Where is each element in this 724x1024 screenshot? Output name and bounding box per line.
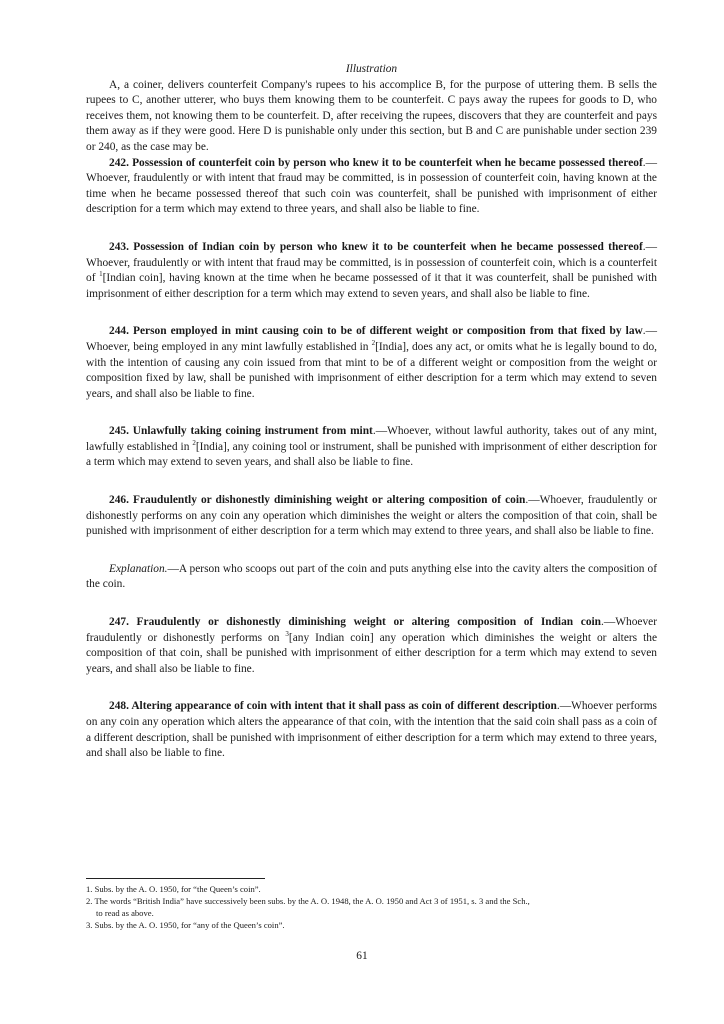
section-243-title: 243. Possession of Indian coin by person who knew it to be counterfeit when he became possessed thereof — [109, 240, 643, 253]
illustration-heading: Illustration — [345, 63, 398, 75]
explanation-text: —A person who scoops out part of the coin and puts anything else into the cavity alters the composition of the coin. — [86, 562, 657, 591]
section-244 — [86, 324, 657, 402]
section-247 — [86, 615, 657, 677]
footnote-ref: 2 — [192, 439, 196, 448]
footnote-divider — [86, 878, 265, 879]
section-243-body-b: [Indian coin], having known at the time when he became possessed of it that it was counterfeit, shall be punished with imprisonment of either description for a term which may extend to seven years, and shall also be liable to fine. — [86, 272, 657, 300]
page-number: 61 — [356, 950, 368, 962]
section-245-title: 245. Unlawfully taking coining instrument from mint — [109, 425, 373, 438]
footnote-ref: 2 — [371, 339, 376, 348]
section-243-body-a: .—Whoever, fraudulently or with intent that fraud may be committed, is in possession of counterfeit coin, which is a counterfeit of — [86, 240, 657, 285]
section-244-body-a: .—Whoever, being employed in any mint lawfully established in — [86, 325, 657, 353]
section-244-title: 244. Person employed in mint causing coin to be of different weight or composition from that fixed by law — [109, 325, 643, 338]
section-246-body: .—Whoever, fraudulently or dishonestly performs on any coin any operation which diminishes the weight or alters the composition of that coin, shall be punished with imprisonment of either description for a term which may extend to three years, and shall also be liable to fine. — [86, 494, 657, 538]
section-247-body-a: .—Whoever fraudulently or dishonestly performs on — [86, 616, 657, 644]
footnote-2: 2. The words “British India” have successively been subs. by the A. O. 1948, the A. O. 1950 and Act 3 of 1951, s. 3 and the Sch., — [86, 896, 530, 906]
section-248 — [86, 699, 657, 761]
section-246 — [86, 493, 657, 540]
section-248-body: .—Whoever performs on any coin any operation which alters the appearance of that coin, with the intention that the said coin shall pass as a coin of a different description, shall be punished with imprisonment of either description for a term which may extend to three years, and shall also be liable to fine. — [86, 700, 657, 760]
footnote-3: 3. Subs. by the A. O. 1950, for “any of the Queen’s coin”. — [86, 920, 285, 930]
footnote-1: 1. Subs. by the A. O. 1950, for “the Queen’s coin”. — [86, 884, 261, 894]
illustration-text: A, a coiner, delivers counterfeit Company's rupees to his accomplice B, for the purpose of uttering them. B sells the rupees to C, another utterer, who buys them knowing them to be counterfeit. C pays away the rupees for goods to D, who receives them, not knowing them to be counterfeit. D, after receiving the rupees, discovers that they are counterfeit and pays them away as if they were good. Here D is punishable only under this section, but B and C are punishable under section 239 or 240, as the case may be. — [86, 78, 657, 153]
document-body — [86, 62, 657, 762]
section-245-body-a: .—Whoever, without lawful authority, takes out of any mint, lawfully established in — [86, 425, 657, 453]
section-243 — [86, 240, 657, 302]
section-242 — [86, 156, 657, 218]
section-246-title: 246. Fraudulently or dishonestly diminishing weight or altering composition of coin — [109, 494, 526, 507]
section-242-body: .—Whoever, fraudulently or with intent that fraud may be committed, is in possession of counterfeit coin, having known at the time when he became possessed thereof that such coin was counterfeit, shall be punished with imprisonment of either description for a term which may extend to three years, and shall also be liable to fine. — [86, 156, 657, 216]
section-247-body-b: [any Indian coin] any operation which diminishes the weight or alters the composition of that coin, shall be punished with imprisonment of either description for a term which may extend to seven years, and shall also be liable to fine. — [86, 631, 658, 675]
section-244-body-b: [India], does any act, or omits what he is legally bound to do, with the intention of causing any coin issued from that mint to be of a different weight or composition from the weight or composition fixed by law, shall be punished with imprisonment of either description for a term which may extend to seven years, and shall also be liable to fine. — [86, 340, 658, 400]
footnotes — [86, 883, 671, 931]
footnote-ref: 1 — [99, 270, 103, 279]
section-245 — [86, 424, 657, 471]
section-242-title: 242. Possession of counterfeit coin by person who knew it to be counterfeit when he became possessed thereof — [109, 156, 643, 169]
footnote-2-continued: to read as above. — [96, 908, 154, 918]
section-248-title: 248. Altering appearance of coin with intent that it shall pass as coin of different description — [109, 700, 557, 713]
section-245-body-b: [India], any coining tool or instrument, shall be punished with imprisonment of either description for a term which may extend to seven years, and shall also be liable to fine. — [86, 440, 657, 469]
section-246-explanation — [86, 562, 657, 593]
explanation-label: Explanation. — [109, 562, 168, 575]
footnote-ref: 3 — [285, 629, 289, 638]
section-247-title: 247. Fraudulently or dishonestly diminishing weight or altering composition of Indian coin — [109, 616, 602, 629]
